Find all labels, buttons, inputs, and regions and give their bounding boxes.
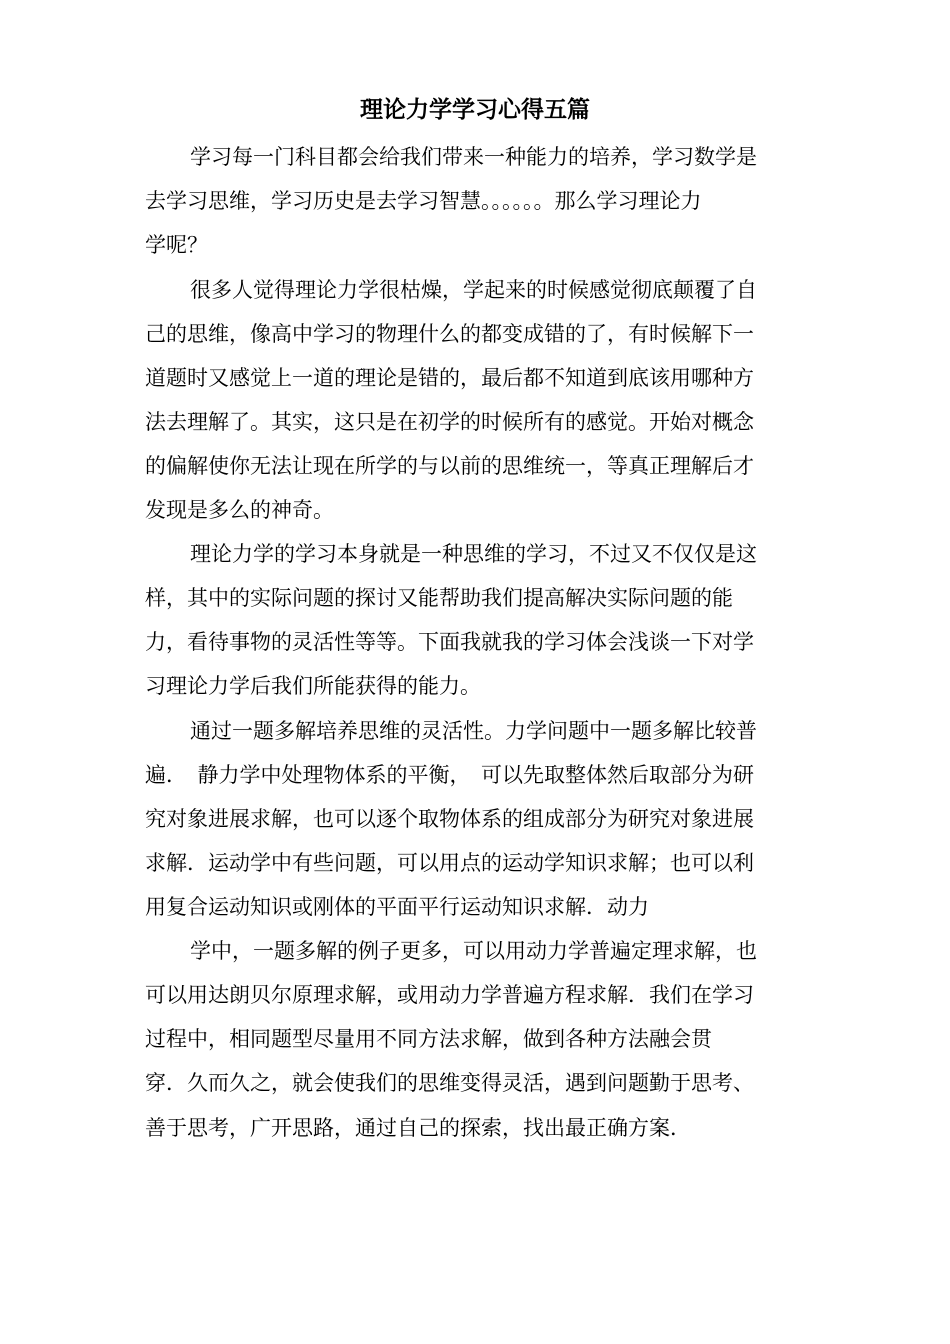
paragraph-3-line-2: 样，其中的实际问题的探讨又能帮助我们提高解决实际问题的能	[145, 586, 733, 610]
document-title: 理论力学学习心得五篇	[360, 96, 590, 123]
paragraph-5-line-2: 可以用达朗贝尔原理求解，或用动力学普遍方程求解．我们在学习	[145, 983, 754, 1007]
paragraph-1-line-2: 去学习思维，学习历史是去学习智慧。。。。。。那么学习理论力	[145, 189, 702, 213]
paragraph-5-line-1: 学中，一题多解的例子更多，可以用动力学普遍定理求解，也	[190, 939, 757, 963]
paragraph-3-line-1: 理论力学的学习本身就是一种思维的学习，不过又不仅仅是这	[190, 542, 757, 566]
paragraph-3-line-4: 习理论力学后我们所能获得的能力。	[145, 674, 481, 698]
paragraph-3-line-3: 力，看待事物的灵活性等等。下面我就我的学习体会浅谈一下对学	[145, 630, 754, 654]
paragraph-4-line-1: 通过一题多解培养思维的灵活性。力学问题中一题多解比较普	[190, 719, 757, 743]
paragraph-4-line-3: 究对象进展求解，也可以逐个取物体系的组成部分为研究对象进展	[145, 807, 754, 831]
paragraph-2-line-4: 法去理解了。其实，这只是在初学的时候所有的感觉。开始对概念	[145, 410, 754, 434]
paragraph-5-line-5: 善于思考，广开思路，通过自己的探索，找出最正确方案．	[145, 1116, 691, 1140]
paragraph-1-line-3: 学呢？	[145, 233, 208, 257]
paragraph-2-line-2: 己的思维，像高中学习的物理什么的都变成错的了，有时候解下一	[145, 322, 754, 346]
paragraph-4-line-2: 遍． 静力学中处理物体系的平衡， 可以先取整体然后取部分为研	[145, 763, 754, 787]
paragraph-5-line-3: 过程中，相同题型尽量用不同方法求解，做到各种方法融会贯	[145, 1027, 712, 1051]
paragraph-2-line-1: 很多人觉得理论力学很枯燥，学起来的时候感觉彻底颠覆了自	[190, 278, 757, 302]
paragraph-2-line-3: 道题时又感觉上一道的理论是错的，最后都不知道到底该用哪种方	[145, 366, 754, 390]
paragraph-2-line-6: 发现是多么的神奇。	[145, 498, 334, 522]
paragraph-5-line-4: 穿．久而久之，就会使我们的思维变得灵活，遇到问题勤于思考、	[145, 1071, 754, 1095]
paragraph-4-line-5: 用复合运动知识或刚体的平面平行运动知识求解．动力	[145, 895, 649, 919]
paragraph-1-line-1: 学习每一门科目都会给我们带来一种能力的培养，学习数学是	[190, 145, 757, 169]
paragraph-4-line-4: 求解．运动学中有些问题，可以用点的运动学知识求解；也可以利	[145, 851, 754, 875]
paragraph-2-line-5: 的偏解使你无法让现在所学的与以前的思维统一，等真正理解后才	[145, 454, 754, 478]
